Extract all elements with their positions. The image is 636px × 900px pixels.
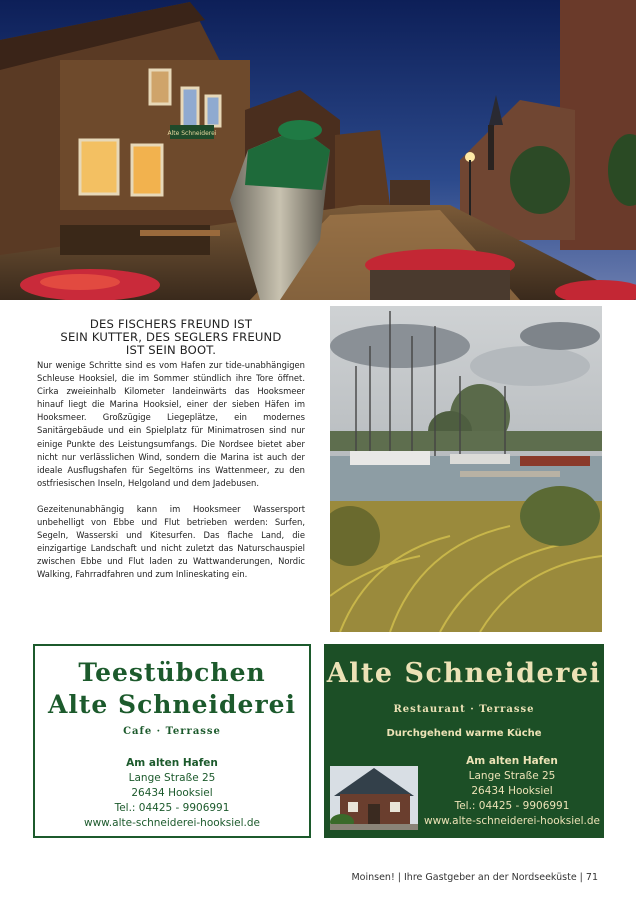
ad-right-address: [420, 754, 604, 829]
article-headline: [37, 318, 305, 357]
ad-teestuebchen: [33, 644, 311, 838]
website-link[interactable]: www.alte-schneiderei-hooksiel.de: [424, 815, 600, 827]
article: [37, 318, 305, 582]
website-link[interactable]: www.alte-schneiderei-hooksiel.de: [84, 817, 260, 829]
page-footer: Moinsen! | Ihre Gastgeber an der Nordseeküste | 71: [351, 872, 598, 883]
ad-right-subtitle: Restaurant · Terrasse: [393, 704, 535, 715]
article-paragraph-2: Gezeitenunabhängig kann im Hooksmeer Wassersport unbehelligt von Ebbe und Flut betrieben werden: Surfen, Segeln, Wasserski und Kitesurfen. Das flache Land, die einzigartige Landschaft und nicht zuletzt das Naturschauspiel zwischen Ebbe und Flut laden zu Wattwanderungen, Nordic Walking, Fahrradfahren und zum Inlineskating ein.: [37, 503, 305, 580]
ad-left-address: [35, 756, 309, 831]
marina-photo: [330, 306, 602, 632]
headline-line: DES FISCHERS FREUND IST: [89, 317, 253, 331]
restaurant-photo: [330, 766, 418, 830]
city: 26434 Hooksiel: [131, 787, 213, 799]
phone: Tel.: 04425 - 9906991: [114, 802, 230, 814]
hero-sign-text: Alte Schneiderei: [167, 130, 217, 137]
ad-alte-schneiderei: [324, 644, 604, 838]
city: 26434 Hooksiel: [471, 785, 553, 797]
street-heading: Am alten Hafen: [126, 757, 218, 769]
hero-photo-harbor-street-night: [0, 0, 636, 300]
ad-left-title-line1: Teestübchen: [78, 658, 266, 687]
headline-line: SEIN KUTTER, DES SEGLERS FREUND: [60, 330, 282, 344]
phone: Tel.: 04425 - 9906991: [454, 800, 570, 812]
article-paragraph-1: Nur wenige Schritte sind es vom Hafen zur tide-unabhängigen Schleuse Hooksiel, die im Sommer stündlich ihre Tore öffnet. Cirka zweieinhalb Kilometer landeinwärts das Hooksmeer hinauf liegt die Marina Hooksiel, einer der sieben Häfen im Hooksmeer. Großzügige Liegeplätze, ein modernes Sanitärgebäude und ein Spielplatz für Minimatrosen sind nur einige Punkte des Leistungsumfangs. Die Nordsee bietet aber nicht nur verlässlichen Wind, sondern die Marina ist auch der ideale Ausflugshafen für Segeltörns ins Wattenmeer, zu den ostfriesischen Inseln, Helgoland und dem Jadebusen.: [37, 360, 305, 488]
ad-right-tagline: Durchgehend warme Küche: [386, 728, 542, 739]
street: Lange Straße 25: [128, 772, 216, 784]
headline-line: IST SEIN BOOT.: [125, 343, 217, 357]
ad-left-subtitle: Cafe · Terrasse: [123, 726, 221, 737]
ad-right-title: Alte Schneiderei: [326, 658, 602, 689]
street: Lange Straße 25: [468, 770, 556, 782]
street-heading: Am alten Hafen: [466, 755, 558, 767]
ad-left-title-line2: Alte Schneiderei: [47, 690, 297, 719]
